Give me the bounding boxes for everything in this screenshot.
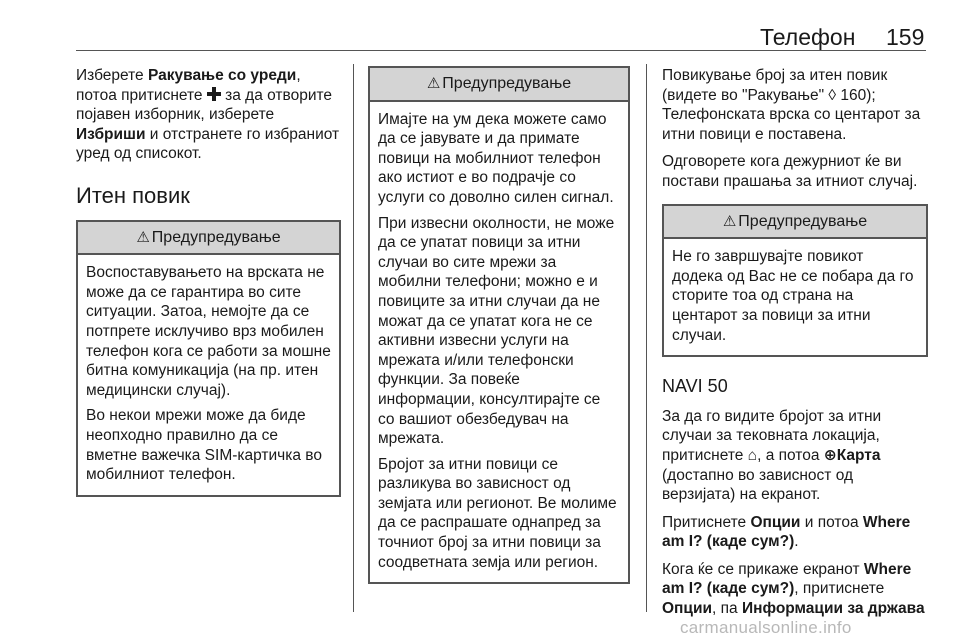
paragraph: Повикување број за итен повик (видете во "Ракување" ◊ 160); Телефонската врска со центарот за итни повици е поставена. bbox=[662, 67, 921, 143]
warning-text: Не го завршувајте повикот додека од Вас не се побара да го сторите тоа од страна на центарот за повици за итни случаи. bbox=[672, 248, 914, 344]
paragraph: Одговорете кога дежурниот ќе ви постави прашања за итниот случај. bbox=[662, 153, 918, 190]
column-3 bbox=[662, 66, 928, 627]
warning-box-3 bbox=[662, 204, 928, 358]
warning-text: При извесни околности, не може да се упатат повици за итни случаи во сите мрежи за мобилни телефони; можно е и повиците за итни случаи да не можат да се упатат кога не се активни извесни услуги на мрежата и/или телефонски функции. За повеќе информации, консултирајте се со вашиот обезбедувач на мрежата. bbox=[378, 214, 615, 448]
warning-header: ⚠ Предупредување bbox=[370, 68, 628, 102]
plus-icon bbox=[207, 87, 221, 101]
warning-body bbox=[78, 255, 339, 495]
intro-paragraph: Изберете Ракување со уреди, потоа притиснете за да отворите појавен изборник, изберете Избриши и отстранете го избраниот уред од списокот. bbox=[76, 67, 340, 163]
warning-triangle-icon: ⚠ bbox=[426, 75, 441, 92]
warning-text: Имајте на ум дека можете само да се јавувате и да примате повици на мобилниот телефон ако истиот е во подрачје со услуги со доволно силен сигнал. bbox=[378, 110, 614, 206]
paragraph: Кога ќе се прикаже екранот Where am I? (каде сум?), притиснете Опции, па Информации за држава bbox=[662, 560, 925, 618]
column-1 bbox=[76, 66, 341, 509]
page-number: 159 bbox=[886, 24, 925, 50]
paragraph: Притиснете Опции и потоа Where am I? (каде сум?). bbox=[662, 513, 911, 551]
column-divider-2 bbox=[646, 64, 647, 612]
section-heading-navi-50: NAVI 50 bbox=[662, 376, 728, 397]
page-header-title: Телефон bbox=[760, 24, 856, 50]
section-heading-emergency-call: Итен повик bbox=[76, 182, 190, 208]
home-icon: ⌂ bbox=[747, 446, 758, 464]
warning-text: Во некои мрежи може да биде неопходно правилно да се вметне важечка SIM-картичка во мобилниот телефон. bbox=[86, 407, 322, 484]
warning-header: ⚠ Предупредување bbox=[664, 206, 926, 240]
warning-text: Бројот за итни повици се разликува во зависност од земјата или регионот. Ве молиме да се распрашате однапред за точниот број за итни повици за соодветната земја или регион. bbox=[378, 455, 617, 571]
page-reference-icon: ◊ bbox=[828, 86, 837, 104]
warning-box-2 bbox=[368, 66, 630, 584]
warning-body bbox=[370, 102, 628, 583]
warning-text: Воспоставувањето на врската не може да се гарантира во сите ситуации. Затоа, немојте да се потпрете исклучиво врз мобилен телефон кога се работи за мошне битна комуникација (на пр. итен медицински случај). bbox=[86, 264, 331, 399]
warning-header: ⚠ Предупредување bbox=[78, 222, 339, 256]
warning-triangle-icon: ⚠ bbox=[722, 212, 737, 230]
warning-box-1 bbox=[76, 220, 341, 497]
warning-body bbox=[664, 239, 926, 355]
header-divider bbox=[76, 50, 926, 51]
watermark-text: carmanualsonline.info bbox=[680, 618, 852, 637]
paragraph: За да го видите бројот за итни случаи за тековната локација, притиснете ⌂, а потоа ⊕Карта (достапно во зависност од верзијата) на екранот. bbox=[662, 407, 882, 504]
column-2 bbox=[368, 66, 630, 596]
column-divider-1 bbox=[353, 64, 354, 612]
warning-triangle-icon: ⚠ bbox=[136, 228, 150, 246]
map-icon: ⊕ bbox=[823, 446, 837, 464]
